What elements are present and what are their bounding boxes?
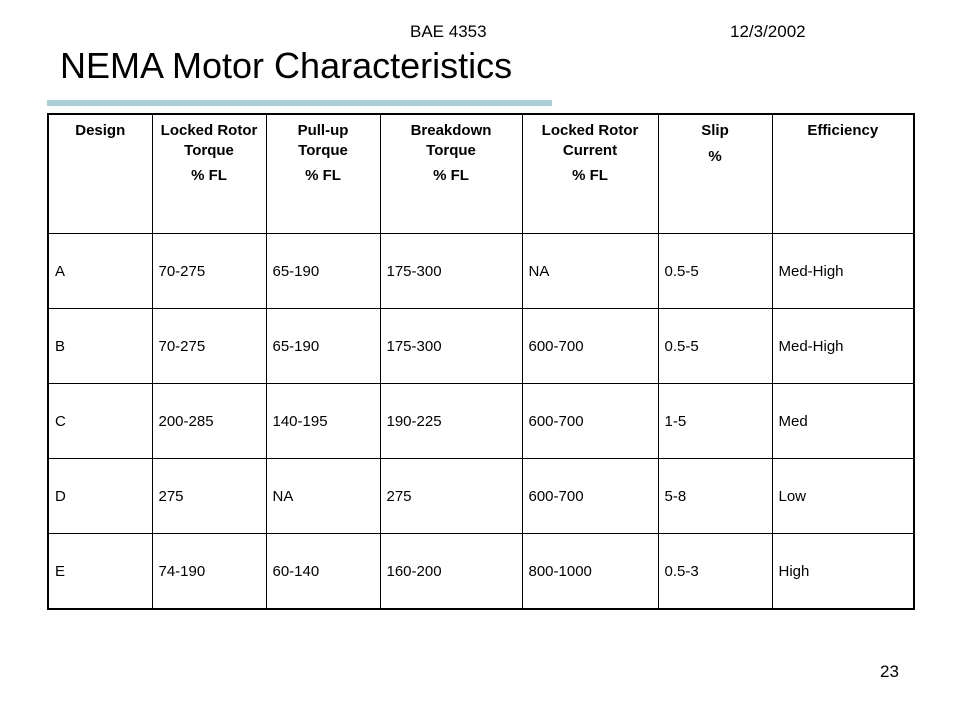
column-header-efficiency [772, 114, 914, 234]
column-header-locked-rotor-torque [152, 114, 266, 234]
column-header-unit: % [708, 147, 722, 165]
slide-date: 12/3/2002 [730, 22, 806, 41]
table-row [48, 309, 914, 384]
table-row [48, 234, 914, 309]
cell-locked-rotor-torque: 70-275 [152, 309, 266, 384]
cell-breakdown-torque: 175-300 [380, 309, 522, 384]
column-header-locked-rotor-current [522, 114, 658, 234]
cell-pull-up-torque: 65-190 [266, 234, 380, 309]
cell-locked-rotor-current: 800-1000 [522, 534, 658, 610]
column-header-label: Pull-up Torque [297, 122, 349, 159]
cell-locked-rotor-torque: 200-285 [152, 384, 266, 459]
table-row [48, 384, 914, 459]
cell-locked-rotor-current: 600-700 [522, 384, 658, 459]
nema-characteristics-table [47, 113, 915, 610]
course-code: BAE 4353 [410, 22, 487, 41]
cell-design: C [48, 384, 152, 459]
title-underline [47, 100, 552, 106]
cell-efficiency: Med [772, 384, 914, 459]
cell-breakdown-torque: 175-300 [380, 234, 522, 309]
column-header-label: Locked Rotor Current [541, 122, 639, 159]
cell-efficiency: Low [772, 459, 914, 534]
cell-slip: 0.5-3 [658, 534, 772, 610]
cell-efficiency: Med-High [772, 309, 914, 384]
cell-slip: 5-8 [658, 459, 772, 534]
cell-locked-rotor-torque: 275 [152, 459, 266, 534]
cell-breakdown-torque: 190-225 [380, 384, 522, 459]
cell-locked-rotor-torque: 74-190 [152, 534, 266, 610]
cell-locked-rotor-current: 600-700 [522, 309, 658, 384]
cell-pull-up-torque: 60-140 [266, 534, 380, 610]
cell-efficiency: Med-High [772, 234, 914, 309]
cell-pull-up-torque: 65-190 [266, 309, 380, 384]
cell-breakdown-torque: 160-200 [380, 534, 522, 610]
cell-slip: 0.5-5 [658, 309, 772, 384]
column-header-label: Locked Rotor Torque [160, 122, 258, 159]
cell-pull-up-torque: NA [266, 459, 380, 534]
table-row [48, 459, 914, 534]
column-header-label: Breakdown Torque [410, 122, 492, 159]
cell-slip: 1-5 [658, 384, 772, 459]
column-header-design [48, 114, 152, 234]
slide-title: NEMA Motor Characteristics [60, 45, 513, 86]
cell-efficiency: High [772, 534, 914, 610]
column-header-breakdown-torque [380, 114, 522, 234]
table-header-row [48, 114, 914, 234]
column-header-slip [658, 114, 772, 234]
cell-design: E [48, 534, 152, 610]
cell-design: A [48, 234, 152, 309]
column-header-unit: % FL [433, 167, 469, 184]
column-header-unit: % FL [305, 167, 341, 184]
column-header-label: Efficiency [807, 122, 879, 139]
cell-slip: 0.5-5 [658, 234, 772, 309]
cell-locked-rotor-current: 600-700 [522, 459, 658, 534]
cell-design: B [48, 309, 152, 384]
cell-pull-up-torque: 140-195 [266, 384, 380, 459]
column-header-label: Slip [701, 122, 729, 139]
cell-locked-rotor-current: NA [522, 234, 658, 309]
cell-locked-rotor-torque: 70-275 [152, 234, 266, 309]
cell-design: D [48, 459, 152, 534]
table-row [48, 534, 914, 610]
column-header-label: Design [75, 122, 126, 139]
column-header-pull-up-torque [266, 114, 380, 234]
page-number: 23 [880, 662, 899, 681]
cell-breakdown-torque: 275 [380, 459, 522, 534]
column-header-unit: % FL [191, 167, 227, 184]
column-header-unit: % FL [572, 167, 608, 184]
